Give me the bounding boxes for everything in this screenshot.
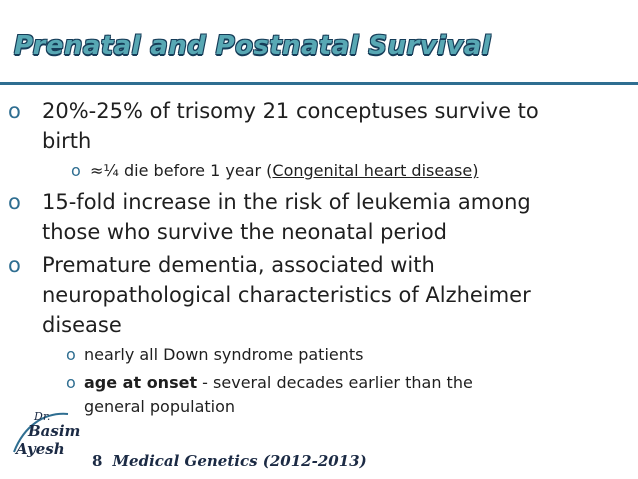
bullet-text-line: neuropathological characteristics of Alzheimer <box>42 283 531 307</box>
bullet-marker: o <box>8 99 21 123</box>
subbullet-first-year <box>0 159 638 183</box>
bullet-marker: o <box>8 253 21 277</box>
subbullet-marker: o <box>71 161 81 180</box>
subbullet-text: ≈¼ die before 1 year ( <box>90 161 273 180</box>
author-logo <box>10 404 80 464</box>
bullet-text-line: Premature dementia, associated with <box>42 253 435 277</box>
subbullet-bold-text: age at onset <box>84 373 198 392</box>
bullet-marker: o <box>8 190 21 214</box>
bullet-leukemia <box>0 187 638 247</box>
logo-text-name: Basim <box>28 422 80 440</box>
subbullet-marker: o <box>66 373 76 392</box>
logo-text-dr: Dr. <box>34 410 51 423</box>
subbullet-text: nearly all Down syndrome patients <box>84 345 364 364</box>
subbullet-text: - several decades earlier than the <box>197 373 473 392</box>
subbullet-underlined-text: Congenital heart disease) <box>272 161 479 180</box>
title-divider <box>0 82 638 85</box>
bullet-text-line: 15-fold increase in the risk of leukemia among <box>42 190 531 214</box>
logo-text-surname: Ayesh <box>16 440 65 458</box>
bullet-text-line: 20%-25% of trisomy 21 conceptuses survive to <box>42 99 539 123</box>
page-number: 8 <box>92 452 103 470</box>
subbullet-text-line: general population <box>84 397 236 416</box>
slide-footer <box>92 452 367 470</box>
bullet-dementia <box>0 250 638 340</box>
subbullet-down-syndrome <box>0 343 638 367</box>
bullet-text-line: those who survive the neonatal period <box>42 220 448 244</box>
bullet-survival <box>0 96 638 156</box>
subbullet-marker: o <box>66 345 76 364</box>
slide-content <box>0 96 638 423</box>
subbullet-age-onset <box>0 371 638 419</box>
bullet-text-line: birth <box>42 129 92 153</box>
bullet-text-line: disease <box>42 313 122 337</box>
slide-title: Prenatal and Postnatal Survival <box>14 31 491 61</box>
footer-text: Medical Genetics (2012-2013) <box>112 452 367 470</box>
